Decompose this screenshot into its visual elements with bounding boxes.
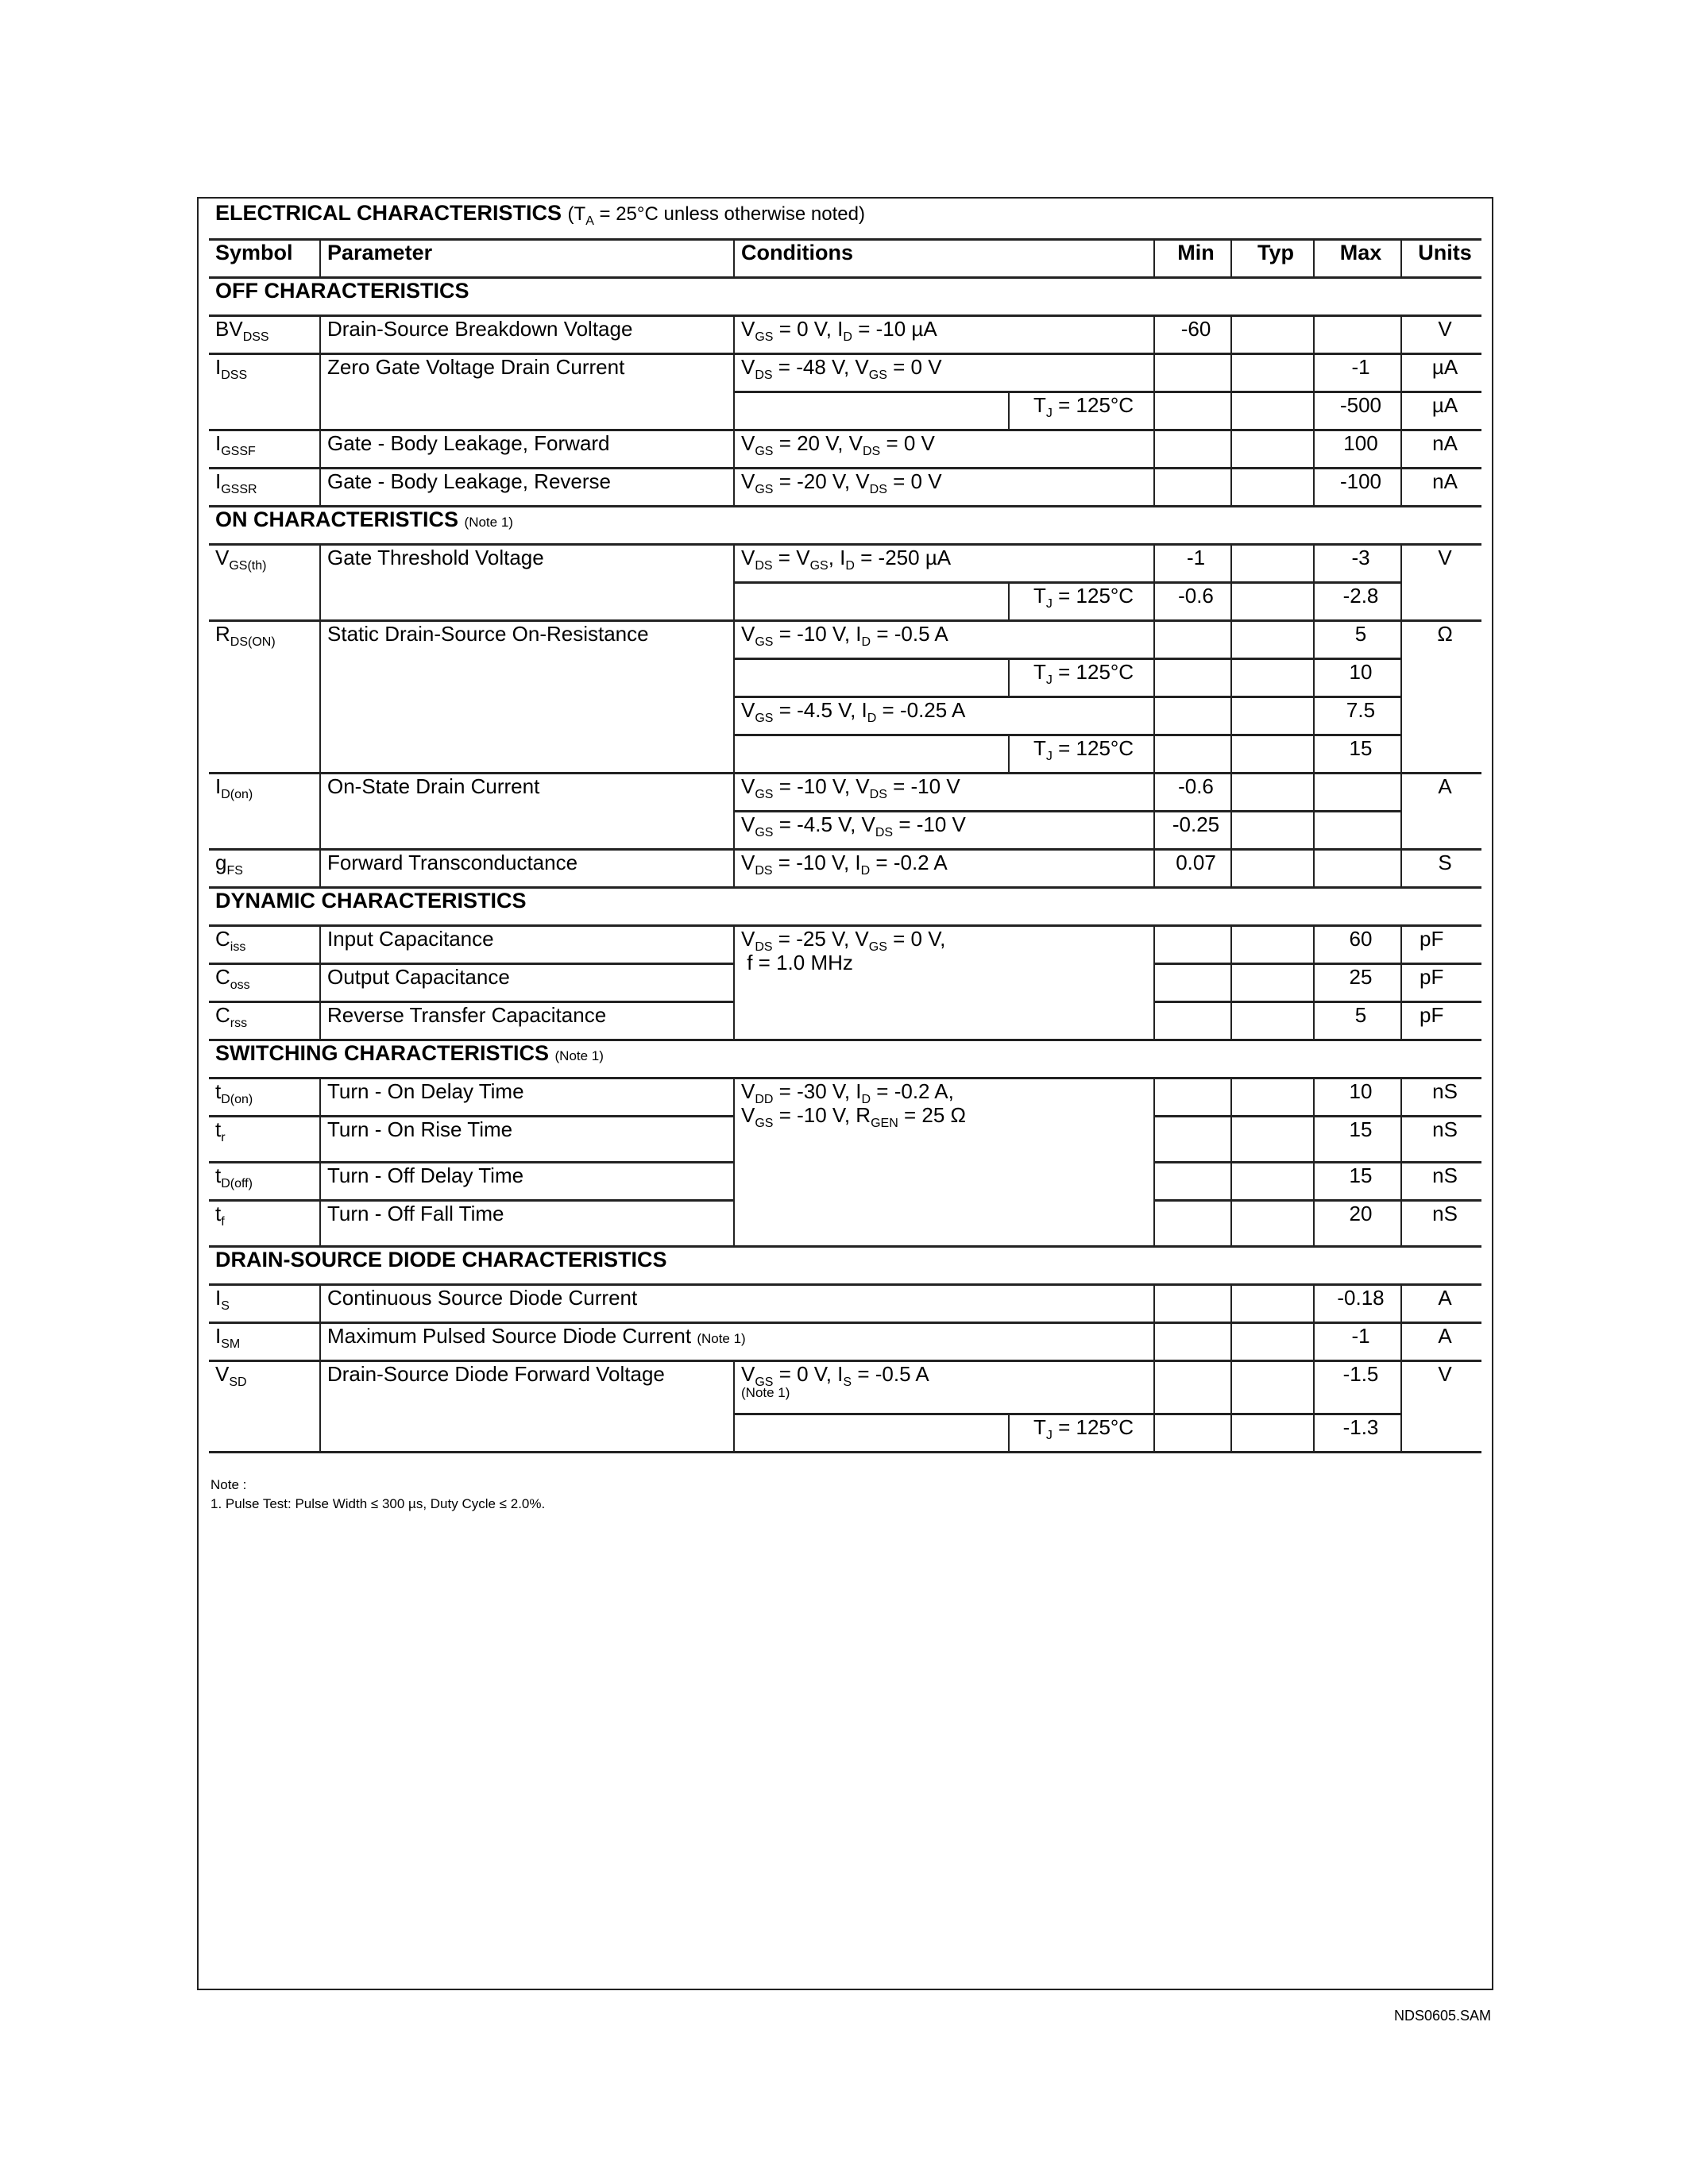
units-cell: pF: [1401, 963, 1481, 1001]
typ-cell: [1231, 582, 1314, 620]
conditions-spacer: [734, 735, 1009, 773]
symbol-cell: $I_{GSSF}$: [209, 430, 320, 468]
typ-cell: [1231, 925, 1314, 963]
table-title-row: [209, 201, 1481, 239]
typ-cell: [1231, 811, 1314, 849]
units-cell: pF: [1401, 1001, 1481, 1040]
parameter-cell: Maximum Pulsed Source Diode Current (Note 1): [320, 1322, 1154, 1360]
typ-cell: [1231, 315, 1314, 353]
conditions-cell: $V_{GS} = -20$ V, $V_{DS} = 0$ V: [734, 468, 1154, 506]
typ-cell: [1231, 696, 1314, 735]
parameter-cell: Gate - Body Leakage, Forward: [320, 430, 734, 468]
typ-cell: [1231, 468, 1314, 506]
parameter-cell: On-State Drain Current: [320, 773, 734, 849]
table-row: [209, 544, 1481, 582]
table-row: [209, 620, 1481, 658]
symbol-cell: $I_{D(on)}$: [209, 773, 320, 849]
tj-cell: $T_J = 125^\circ C$: [1009, 582, 1154, 620]
min-cell: [1154, 1001, 1231, 1040]
table-row: [209, 315, 1481, 353]
max-cell: 10: [1314, 658, 1401, 696]
col-parameter: Parameter: [320, 239, 734, 277]
symbol-cell: $BV_{DSS}$: [209, 315, 320, 353]
parameter-cell: Turn - On Rise Time: [320, 1116, 734, 1162]
units-cell: nS: [1401, 1116, 1481, 1162]
max-cell: [1314, 773, 1401, 811]
conditions-spacer: [734, 658, 1009, 696]
conditions-cell: $V_{GS} = 0$ V, $I_D = -10$ µA: [734, 315, 1154, 353]
symbol-cell: $C_{oss}$: [209, 963, 320, 1001]
col-symbol: Symbol: [209, 239, 320, 277]
table-row: [209, 430, 1481, 468]
conditions-cell: $V_{GS} = 0$ V, $I_S = -0.5$ A $^{(Note 1)}$: [734, 1360, 1154, 1414]
max-cell: [1314, 315, 1401, 353]
typ-cell: [1231, 963, 1314, 1001]
typ-cell: [1231, 1322, 1314, 1360]
units-cell: nA: [1401, 430, 1481, 468]
parameter-cell: Gate - Body Leakage, Reverse: [320, 468, 734, 506]
conditions-cell: $V_{GS} = -4.5$ V, $V_{DS} = -10$ V: [734, 811, 1154, 849]
min-cell: [1154, 1162, 1231, 1200]
parameter-cell: Continuous Source Diode Current: [320, 1284, 1154, 1322]
footer-code: NDS0605.SAM: [1394, 2008, 1492, 2024]
parameter-cell: Output Capacitance: [320, 963, 734, 1001]
max-cell: 10: [1314, 1078, 1401, 1116]
min-cell: [1154, 430, 1231, 468]
section-off: OFF CHARACTERISTICS: [209, 277, 1481, 315]
typ-cell: [1231, 1414, 1314, 1452]
parameter-cell: Drain-Source Breakdown Voltage: [320, 315, 734, 353]
table-row: [209, 353, 1481, 392]
symbol-cell: $V_{GS(th)}$: [209, 544, 320, 620]
col-min: Min: [1154, 239, 1231, 277]
symbol-cell: $t_{D(off)}$: [209, 1162, 320, 1200]
table-row: [209, 1284, 1481, 1322]
min-cell: [1154, 696, 1231, 735]
units-cell: A: [1401, 773, 1481, 849]
section-row: [209, 277, 1481, 315]
min-cell: [1154, 1360, 1231, 1414]
max-cell: 15: [1314, 1162, 1401, 1200]
tj-cell: $T_J = 125^\circ C$: [1009, 1414, 1154, 1452]
max-cell: -3: [1314, 544, 1401, 582]
conditions-cell: $V_{DS} = -10$ V, $I_D = -0.2$ A: [734, 849, 1154, 887]
units-cell: V: [1401, 315, 1481, 353]
parameter-cell: Forward Transconductance: [320, 849, 734, 887]
section-row: [209, 506, 1481, 544]
tj-cell: $T_J = 125^\circ C$: [1009, 392, 1154, 430]
header-row: [209, 239, 1481, 277]
units-cell: nS: [1401, 1078, 1481, 1116]
parameter-cell: Zero Gate Voltage Drain Current: [320, 353, 734, 430]
min-cell: [1154, 1116, 1231, 1162]
min-cell: 0.07: [1154, 849, 1231, 887]
max-cell: -100: [1314, 468, 1401, 506]
section-diode: DRAIN-SOURCE DIODE CHARACTERISTICS: [209, 1246, 1481, 1284]
parameter-cell: Turn - Off Delay Time: [320, 1162, 734, 1200]
typ-cell: [1231, 773, 1314, 811]
tj-cell: $T_J = 125^\circ C$: [1009, 735, 1154, 773]
max-cell: [1314, 849, 1401, 887]
min-cell: -1: [1154, 544, 1231, 582]
conditions-spacer: [734, 1414, 1009, 1452]
units-cell: nS: [1401, 1200, 1481, 1246]
notes: [211, 1476, 545, 1514]
min-cell: -60: [1154, 315, 1231, 353]
max-cell: -2.8: [1314, 582, 1401, 620]
units-cell: nS: [1401, 1162, 1481, 1200]
conditions-cell: $V_{DS} = V_{GS}$, $I_D = -250$ µA: [734, 544, 1154, 582]
units-cell: Ω: [1401, 620, 1481, 773]
parameter-cell: Input Capacitance: [320, 925, 734, 963]
max-cell: -1.5: [1314, 1360, 1401, 1414]
typ-cell: [1231, 430, 1314, 468]
table-row: [209, 1322, 1481, 1360]
min-cell: [1154, 735, 1231, 773]
min-cell: [1154, 658, 1231, 696]
units-cell: µA: [1401, 353, 1481, 392]
typ-cell: [1231, 849, 1314, 887]
conditions-cell: $V_{DD} = -30$ V, $I_D = -0.2$ A, $V_{GS} = -10$ V, $R_{GEN} = 25$ Ω: [734, 1078, 1154, 1246]
parameter-cell: Gate Threshold Voltage: [320, 544, 734, 620]
max-cell: 15: [1314, 735, 1401, 773]
parameter-cell: Turn - On Delay Time: [320, 1078, 734, 1116]
min-cell: [1154, 925, 1231, 963]
table-row: [209, 849, 1481, 887]
parameter-cell: Static Drain-Source On-Resistance: [320, 620, 734, 773]
max-cell: -0.18: [1314, 1284, 1401, 1322]
conditions-spacer: [734, 582, 1009, 620]
parameter-cell: Drain-Source Diode Forward Voltage: [320, 1360, 734, 1452]
symbol-cell: $I_S$: [209, 1284, 320, 1322]
max-cell: 5: [1314, 620, 1401, 658]
conditions-cell: $V_{GS} = -10$ V, $I_D = -0.5$ A: [734, 620, 1154, 658]
typ-cell: [1231, 1116, 1314, 1162]
conditions-cell: $V_{GS} = -4.5$ V, $I_D = -0.25$ A: [734, 696, 1154, 735]
section-on: ON CHARACTERISTICS (Note 1): [209, 506, 1481, 544]
units-cell: nA: [1401, 468, 1481, 506]
max-cell: -1: [1314, 353, 1401, 392]
min-cell: [1154, 1078, 1231, 1116]
section-row: [209, 887, 1481, 925]
typ-cell: [1231, 1284, 1314, 1322]
typ-cell: [1231, 1360, 1314, 1414]
units-cell: V: [1401, 1360, 1481, 1452]
symbol-cell: $t_r$: [209, 1116, 320, 1162]
min-cell: [1154, 1284, 1231, 1322]
min-cell: [1154, 1200, 1231, 1246]
typ-cell: [1231, 544, 1314, 582]
symbol-cell: $C_{iss}$: [209, 925, 320, 963]
table-row: [209, 1360, 1481, 1414]
min-cell: [1154, 963, 1231, 1001]
table-row: [209, 925, 1481, 963]
max-cell: -1.3: [1314, 1414, 1401, 1452]
units-cell: pF: [1401, 925, 1481, 963]
typ-cell: [1231, 620, 1314, 658]
typ-cell: [1231, 1200, 1314, 1246]
max-cell: 100: [1314, 430, 1401, 468]
symbol-cell: $I_{GSSR}$: [209, 468, 320, 506]
conditions-cell: $V_{GS} = 20$ V, $V_{DS} = 0$ V: [734, 430, 1154, 468]
min-cell: [1154, 468, 1231, 506]
typ-cell: [1231, 353, 1314, 392]
symbol-cell: $t_{D(on)}$: [209, 1078, 320, 1116]
symbol-cell: $C_{rss}$: [209, 1001, 320, 1040]
max-cell: 15: [1314, 1116, 1401, 1162]
conditions-cell: $V_{DS} = -25$ V, $V_{GS} = 0$ V, f = 1.0 MHz: [734, 925, 1154, 1040]
symbol-cell: $t_f$: [209, 1200, 320, 1246]
typ-cell: [1231, 1001, 1314, 1040]
section-dynamic: DYNAMIC CHARACTERISTICS: [209, 887, 1481, 925]
max-cell: 5: [1314, 1001, 1401, 1040]
conditions-cell: $V_{GS} = -10$ V, $V_{DS} = -10$ V: [734, 773, 1154, 811]
max-cell: 20: [1314, 1200, 1401, 1246]
col-conditions: Conditions: [734, 239, 1154, 277]
units-cell: A: [1401, 1322, 1481, 1360]
max-cell: [1314, 811, 1401, 849]
min-cell: [1154, 1414, 1231, 1452]
symbol-cell: $I_{DSS}$: [209, 353, 320, 430]
table-row: [209, 468, 1481, 506]
typ-cell: [1231, 658, 1314, 696]
max-cell: -500: [1314, 392, 1401, 430]
min-cell: [1154, 620, 1231, 658]
min-cell: -0.6: [1154, 582, 1231, 620]
parameter-cell: Turn - Off Fall Time: [320, 1200, 734, 1246]
symbol-cell: $V_{SD}$: [209, 1360, 320, 1452]
symbol-cell: $R_{DS(ON)}$: [209, 620, 320, 773]
tj-cell: $T_J = 125^\circ C$: [1009, 658, 1154, 696]
conditions-cell: $V_{DS} = -48$ V, $V_{GS} = 0$ V: [734, 353, 1154, 392]
typ-cell: [1231, 1162, 1314, 1200]
min-cell: -0.25: [1154, 811, 1231, 849]
min-cell: [1154, 353, 1231, 392]
max-cell: 7.5: [1314, 696, 1401, 735]
units-cell: S: [1401, 849, 1481, 887]
max-cell: 25: [1314, 963, 1401, 1001]
symbol-cell: $I_{SM}$: [209, 1322, 320, 1360]
max-cell: -1: [1314, 1322, 1401, 1360]
table-row: [209, 1078, 1481, 1116]
typ-cell: [1231, 1078, 1314, 1116]
typ-cell: [1231, 735, 1314, 773]
max-cell: 60: [1314, 925, 1401, 963]
notes-heading: Note :: [211, 1477, 247, 1492]
col-typ: Typ: [1231, 239, 1314, 277]
parameter-cell: Reverse Transfer Capacitance: [320, 1001, 734, 1040]
min-cell: [1154, 392, 1231, 430]
table-title: ELECTRICAL CHARACTERISTICS ($T_A = 25^\circ C$ unless otherwise noted): [209, 201, 1481, 239]
conditions-spacer: [734, 392, 1009, 430]
min-cell: [1154, 1322, 1231, 1360]
table-row: [209, 773, 1481, 811]
col-max: Max: [1314, 239, 1401, 277]
section-switching: SWITCHING CHARACTERISTICS (Note 1): [209, 1040, 1481, 1078]
min-cell: -0.6: [1154, 773, 1231, 811]
electrical-characteristics-table: [209, 201, 1481, 1453]
section-row: [209, 1246, 1481, 1284]
units-cell: V: [1401, 544, 1481, 620]
section-row: [209, 1040, 1481, 1078]
title-condition: ($T_A = 25^\circ C$ unless otherwise noted): [567, 203, 865, 228]
symbol-cell: $g_{FS}$: [209, 849, 320, 887]
units-cell: µA: [1401, 392, 1481, 430]
typ-cell: [1231, 392, 1314, 430]
col-units: Units: [1401, 239, 1481, 277]
note-1: 1. Pulse Test: Pulse Width ≤ 300 µs, Duty Cycle ≤ 2.0%.: [211, 1496, 546, 1511]
units-cell: A: [1401, 1284, 1481, 1322]
